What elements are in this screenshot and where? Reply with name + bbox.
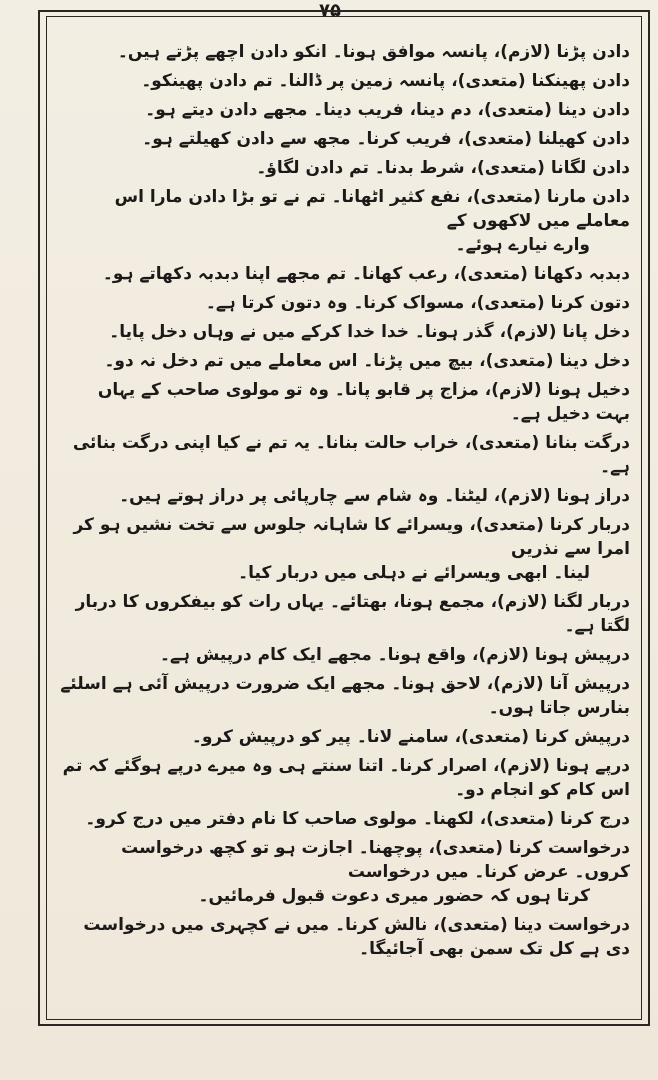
entry-text: دادن دینا (متعدی)، دم دینا، فریب دینا۔ مجھے دادن دیتے ہو۔ — [145, 100, 630, 120]
dictionary-entry — [60, 590, 630, 638]
entry-continuation: وارے نیارے ہوئے۔ — [455, 235, 590, 255]
dictionary-entry — [60, 913, 630, 961]
entry-text: دادن پڑنا (لازم)، پانسہ موافق ہونا۔ انکو دادن اچھے پڑتے ہیں۔ — [117, 42, 630, 62]
entry-text: دربار کرنا (متعدی)، ویسرائے کا شاہانہ جلوس سے تخت نشیں ہو کر امرا سے نذریں — [73, 515, 630, 559]
dictionary-entry — [60, 754, 630, 802]
dictionary-entry — [60, 98, 630, 122]
entry-text: درج کرنا (متعدی)، لکھنا۔ مولوی صاحب کا نام دفتر میں درج کرو۔ — [85, 809, 630, 829]
entry-text: دتون کرنا (متعدی)، مسواک کرنا۔ وہ دتون کرتا ہے۔ — [205, 293, 630, 313]
entry-text: درگت بنانا (متعدی)، خراب حالت بنانا۔ یہ تم نے کیا اپنی درگت بنائی ہے۔ — [72, 433, 630, 477]
dictionary-entry — [60, 185, 630, 257]
dictionary-entry — [60, 807, 630, 831]
entry-continuation: کرتا ہوں کہ حضور میری دعوت قبول فرمائیں۔ — [198, 886, 590, 906]
entry-text: درپیش آنا (لازم)، لاحق ہونا۔ مجھے ایک ضرورت درپیش آئی ہے اسلئے بنارس جاتا ہوں۔ — [60, 674, 630, 718]
entry-text: دادن لگانا (متعدی)، شرط بدنا۔ تم دادن لگاؤ۔ — [256, 158, 630, 178]
dictionary-entry — [60, 643, 630, 667]
entry-text: درپیش کرنا (متعدی)، سامنے لانا۔ پیر کو درپیش کرو۔ — [191, 727, 630, 747]
entry-text: درپیش ہونا (لازم)، واقع ہونا۔ مجھے ایک کام درپیش ہے۔ — [160, 645, 630, 665]
page-number: ۷۵ — [319, 0, 341, 21]
dictionary-entry — [60, 349, 630, 373]
dictionary-entries — [60, 40, 630, 1012]
entry-continuation: لینا۔ ابھی ویسرائے نے دہلی میں دربار کیا۔ — [238, 563, 590, 583]
entry-text: دخل پانا (لازم)، گذر ہونا۔ خدا خدا کرکے میں نے وہاں دخل پایا۔ — [109, 322, 630, 342]
entry-text: درخواست دینا (متعدی)، نالش کرنا۔ میں نے کچہری میں درخواست دی ہے کل تک سمن بھی آجائیگا۔ — [83, 915, 630, 959]
entry-text: دادن پھینکنا (متعدی)، پانسہ زمین پر ڈالنا۔ تم دادن پھینکو۔ — [141, 71, 630, 91]
entry-text: درخواست کرنا (متعدی)، پوچھنا۔ اجازت ہو تو کچھ درخواست کروں۔ عرض کرنا۔ میں درخواست — [121, 838, 630, 882]
dictionary-entry — [60, 513, 630, 585]
entry-text: دربار لگنا (لازم)، مجمع ہونا، بھتائے۔ یہاں رات کو بیفکروں کا دربار لگتا ہے۔ — [75, 592, 630, 636]
entry-text: دخیل ہونا (لازم)، مزاج پر قابو پانا۔ وہ تو مولوی صاحب کے یہاں بہت دخیل ہے۔ — [97, 380, 630, 424]
entry-text: درپے ہونا (لازم)، اصرار کرنا۔ اتنا سنتے ہی وہ میرے درپے ہوگئے کہ تم اس کام کو انجام دو۔ — [62, 756, 630, 800]
dictionary-entry — [60, 262, 630, 286]
dictionary-entry — [60, 378, 630, 426]
entry-text: دبدبہ دکھانا (متعدی)، رعب کھانا۔ تم مجھے اپنا دبدبہ دکھاتے ہو۔ — [102, 264, 630, 284]
dictionary-entry — [60, 40, 630, 64]
entry-text: دادن کھیلنا (متعدی)، فریب کرنا۔ مجھ سے دادن کھیلتے ہو۔ — [142, 129, 630, 149]
dictionary-entry — [60, 836, 630, 908]
dictionary-entry — [60, 431, 630, 479]
entry-text: دخل دینا (متعدی)، بیچ میں پڑنا۔ اس معاملے میں تم دخل نہ دو۔ — [104, 351, 630, 371]
dictionary-entry — [60, 156, 630, 180]
dictionary-entry — [60, 725, 630, 749]
entry-text: دادن مارنا (متعدی)، نفع کثیر اٹھانا۔ تم نے تو بڑا دادن مارا اس معاملے میں لاکھوں کے — [114, 187, 630, 231]
dictionary-entry — [60, 69, 630, 93]
dictionary-entry — [60, 291, 630, 315]
dictionary-entry — [60, 320, 630, 344]
dictionary-entry — [60, 672, 630, 720]
dictionary-entry — [60, 484, 630, 508]
entry-text: دراز ہونا (لازم)، لیٹنا۔ وہ شام سے چارپائی پر دراز ہوتے ہیں۔ — [119, 486, 630, 506]
dictionary-entry — [60, 127, 630, 151]
